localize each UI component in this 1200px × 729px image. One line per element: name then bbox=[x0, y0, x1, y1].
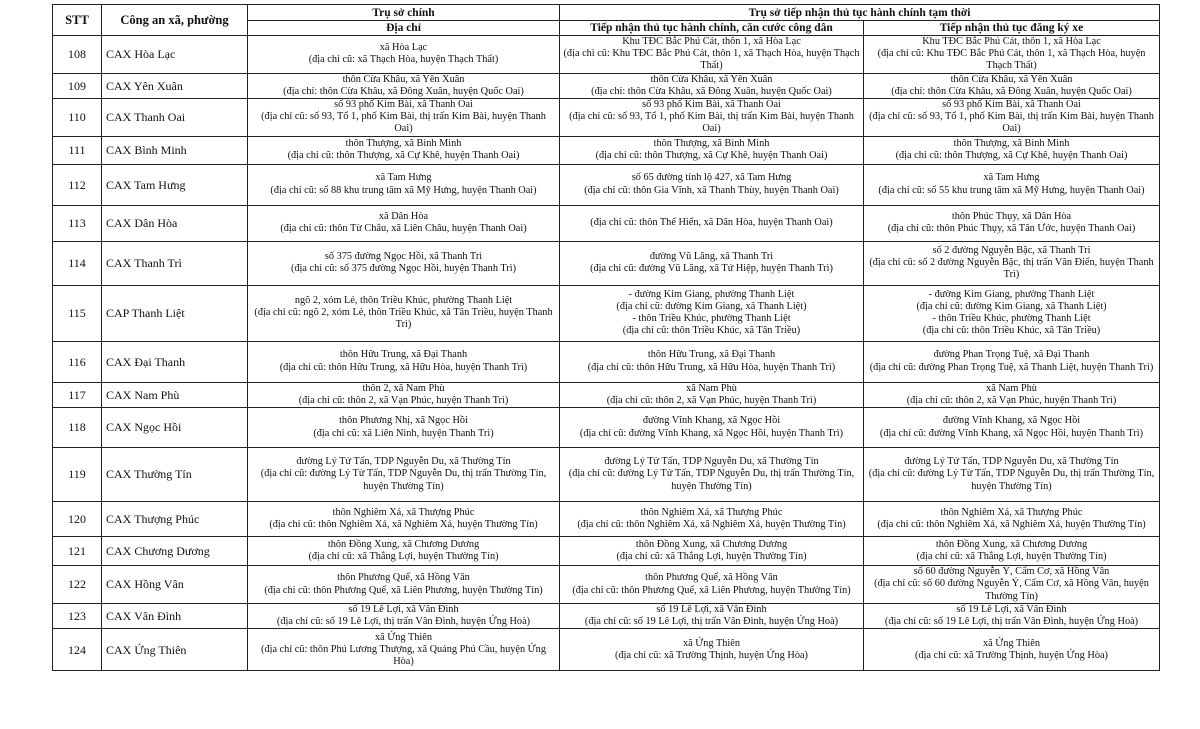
vehicle-line: (địa chỉ cũ: thôn Nghiêm Xá, xã Nghiêm Xá, huyện Thường Tín) bbox=[877, 519, 1146, 531]
row-addr-cell bbox=[248, 408, 560, 448]
vehicle-line: (địa chỉ cũ: số 19 Lê Lợi, thị trấn Vân Đình, huyện Ứng Hoà) bbox=[884, 616, 1139, 628]
row-ward-name: CAX Ngọc Hồi bbox=[102, 408, 248, 448]
vehicle-line: đường Phan Trọng Tuệ, xã Đại Thanh bbox=[933, 349, 1090, 361]
addr-line: số 19 Lê Lợi, xã Vân Đình bbox=[348, 604, 459, 616]
header-admin-proc: Tiếp nhận thủ tục hành chính, căn cước công dân bbox=[560, 21, 864, 36]
addr-line: xã Dân Hòa bbox=[378, 210, 429, 222]
addr-line: (địa chỉ cũ: xã Liên Ninh, huyện Thanh Trì) bbox=[313, 427, 494, 439]
row-stt: 116 bbox=[53, 341, 102, 382]
row-addr-cell bbox=[248, 164, 560, 205]
table-row bbox=[53, 448, 1160, 502]
row-admin-cell bbox=[560, 99, 864, 137]
row-stt: 118 bbox=[53, 408, 102, 448]
row-addr-cell bbox=[248, 448, 560, 502]
row-stt: 121 bbox=[53, 537, 102, 566]
row-stt: 109 bbox=[53, 73, 102, 98]
addr-line: xã Ứng Thiên bbox=[375, 631, 432, 643]
vehicle-line: (địa chỉ cũ: số 93, Tổ 1, phố Kim Bài, thị trấn Kim Bài, huyện Thanh Oai) bbox=[869, 111, 1154, 135]
row-addr-cell bbox=[248, 341, 560, 382]
addr-line: (địa chỉ cũ: thôn Hữu Trung, xã Hữu Hòa, huyện Thanh Trì) bbox=[279, 361, 528, 373]
addr-line: thôn Đồng Xung, xã Chương Dương bbox=[327, 538, 480, 550]
admin-line: số 65 đường tỉnh lộ 427, xã Tam Hưng bbox=[631, 172, 792, 184]
row-addr-cell bbox=[248, 604, 560, 629]
admin-line: thôn Thượng, xã Bình Minh bbox=[653, 137, 770, 149]
addr-line: xã Tam Hưng bbox=[375, 172, 432, 184]
row-stt: 108 bbox=[53, 36, 102, 74]
vehicle-line: (địa chỉ cũ: xã Trường Thịnh, huyện Ứng Hòa) bbox=[915, 649, 1108, 661]
addr-line: thôn Nghiêm Xá, xã Thượng Phúc bbox=[332, 506, 475, 518]
row-stt: 122 bbox=[53, 566, 102, 604]
row-addr-cell bbox=[248, 241, 560, 285]
vehicle-line: số 19 Lê Lợi, xã Vân Đình bbox=[956, 604, 1067, 616]
row-admin-cell bbox=[560, 537, 864, 566]
row-vehicle-cell bbox=[864, 99, 1160, 137]
admin-line: Khu TĐC Bắc Phú Cát, thôn 1, xã Hòa Lạc bbox=[622, 36, 801, 47]
admin-line: (địa chỉ cũ: đường Vũ Lăng, xã Tứ Hiệp, huyện Thanh Trì) bbox=[590, 263, 833, 275]
vehicle-line: - thôn Triều Khúc, phường Thanh Liệt bbox=[932, 313, 1091, 325]
addr-line: ngõ 2, xóm Lẻ, thôn Triều Khúc, phường Thanh Liệt bbox=[294, 294, 513, 306]
row-ward-name: CAX Tam Hưng bbox=[102, 164, 248, 205]
row-vehicle-cell bbox=[864, 341, 1160, 382]
vehicle-line: (địa chỉ cũ: đường Kim Giang, xã Thanh Liệt) bbox=[916, 300, 1107, 312]
row-admin-cell bbox=[560, 241, 864, 285]
admin-line: thôn Hữu Trung, xã Đại Thanh bbox=[647, 349, 776, 361]
row-stt: 114 bbox=[53, 241, 102, 285]
vehicle-line: (địa chỉ cũ: đường Lý Tử Tấn, TDP Nguyễn Du, thị trấn Thường Tín, huyện Thường Tín) bbox=[868, 468, 1155, 492]
vehicle-line: xã Ứng Thiên bbox=[983, 637, 1040, 649]
addr-line: đường Lý Tử Tấn, TDP Nguyễn Du, xã Thường Tín bbox=[296, 456, 511, 468]
row-vehicle-cell bbox=[864, 537, 1160, 566]
row-admin-cell bbox=[560, 566, 864, 604]
vehicle-line: số 60 đường Nguyễn Ý, Cẩm Cơ, xã Hồng Vân bbox=[913, 566, 1110, 578]
admin-line: (địa chỉ cũ: xã Thắng Lợi, huyện Thường Tín) bbox=[616, 551, 807, 563]
row-stt: 124 bbox=[53, 629, 102, 671]
row-addr-cell bbox=[248, 205, 560, 241]
vehicle-line: xã Nam Phù bbox=[986, 382, 1037, 394]
header-temp-office: Trụ sở tiếp nhận thủ tục hành chính tạm thời bbox=[560, 5, 1160, 21]
row-stt: 123 bbox=[53, 604, 102, 629]
row-vehicle-cell bbox=[864, 241, 1160, 285]
addr-line: (địa chỉ cũ: đường Lý Tử Tấn, TDP Nguyễn Du, thị trấn Thường Tín, huyện Thường Tín) bbox=[260, 468, 547, 492]
admin-line: (địa chỉ cũ: thôn Gia Vĩnh, xã Thanh Thùy, huyện Thanh Oai) bbox=[584, 184, 839, 196]
addr-line: (địa chỉ cũ: số 19 Lê Lợi, thị trấn Vân Đình, huyện Ứng Hoà) bbox=[276, 616, 531, 628]
row-stt: 117 bbox=[53, 382, 102, 407]
row-ward-name: CAX Yên Xuân bbox=[102, 73, 248, 98]
row-addr-cell bbox=[248, 73, 560, 98]
row-ward-name: CAX Ứng Thiên bbox=[102, 629, 248, 671]
vehicle-line: xã Tam Hưng bbox=[983, 172, 1040, 184]
row-vehicle-cell bbox=[864, 629, 1160, 671]
row-addr-cell bbox=[248, 382, 560, 407]
row-admin-cell bbox=[560, 502, 864, 537]
addr-line: (địa chỉ cũ: thôn Thượng, xã Cự Khê, huyện Thanh Oai) bbox=[287, 150, 520, 162]
row-vehicle-cell bbox=[864, 408, 1160, 448]
row-addr-cell bbox=[248, 502, 560, 537]
vehicle-line: - đường Kim Giang, phường Thanh Liệt bbox=[928, 288, 1095, 300]
addr-line: (địa chỉ cũ: thôn Từ Châu, xã Liên Châu, huyện Thanh Oai) bbox=[280, 223, 527, 235]
admin-line: - thôn Triều Khúc, phường Thanh Liệt bbox=[632, 313, 791, 325]
row-ward-name: CAX Bình Minh bbox=[102, 136, 248, 164]
row-ward-name: CAX Thượng Phúc bbox=[102, 502, 248, 537]
row-stt: 113 bbox=[53, 205, 102, 241]
admin-line: (địa chỉ: thôn Cừa Khâu, xã Đông Xuân, huyện Quốc Oai) bbox=[591, 85, 832, 97]
table-row bbox=[53, 285, 1160, 341]
vehicle-line: thôn Nghiêm Xá, xã Thượng Phúc bbox=[940, 506, 1083, 518]
table-row bbox=[53, 566, 1160, 604]
row-stt: 119 bbox=[53, 448, 102, 502]
admin-line: đường Vũ Lăng, xã Thanh Trì bbox=[649, 250, 774, 262]
admin-line: (địa chỉ cũ: số 19 Lê Lợi, thị trấn Vân Đình, huyện Ứng Hoà) bbox=[584, 616, 839, 628]
row-addr-cell bbox=[248, 629, 560, 671]
row-admin-cell bbox=[560, 382, 864, 407]
table-row bbox=[53, 99, 1160, 137]
admin-line: (địa chỉ cũ: thôn Phương Quế, xã Liên Phương, huyện Thường Tín) bbox=[572, 584, 851, 596]
vehicle-line: thôn Thượng, xã Bình Minh bbox=[953, 137, 1070, 149]
row-ward-name: CAX Đại Thanh bbox=[102, 341, 248, 382]
row-addr-cell bbox=[248, 36, 560, 74]
row-ward-name: CAX Chương Dương bbox=[102, 537, 248, 566]
addr-line: thôn Phương Nhị, xã Ngọc Hồi bbox=[339, 415, 468, 427]
vehicle-line: (địa chỉ cũ: thôn Triều Khúc, xã Tân Triều) bbox=[922, 325, 1101, 337]
row-vehicle-cell bbox=[864, 136, 1160, 164]
addr-line: thôn 2, xã Nam Phù bbox=[362, 382, 445, 394]
vehicle-line: (địa chỉ cũ: số 2 đường Nguyễn Bặc, thị trấn Văn Điển, huyện Thanh Trì) bbox=[869, 257, 1154, 281]
table-row bbox=[53, 136, 1160, 164]
vehicle-line: thôn Cừa Khâu, xã Yên Xuân bbox=[950, 73, 1073, 85]
row-vehicle-cell bbox=[864, 73, 1160, 98]
table-row bbox=[53, 164, 1160, 205]
row-vehicle-cell bbox=[864, 502, 1160, 537]
admin-line: (địa chỉ cũ: thôn 2, xã Vạn Phúc, huyện Thanh Trì) bbox=[606, 394, 817, 406]
header-main-office: Trụ sở chính bbox=[248, 5, 560, 21]
row-vehicle-cell bbox=[864, 604, 1160, 629]
row-vehicle-cell bbox=[864, 164, 1160, 205]
table-row bbox=[53, 408, 1160, 448]
admin-line: thôn Đồng Xung, xã Chương Dương bbox=[635, 538, 788, 550]
header-address: Địa chỉ bbox=[248, 21, 560, 36]
row-stt: 115 bbox=[53, 285, 102, 341]
row-ward-name: CAP Thanh Liệt bbox=[102, 285, 248, 341]
row-addr-cell bbox=[248, 99, 560, 137]
header-stt: STT bbox=[53, 5, 102, 36]
vehicle-line: (địa chỉ cũ: Khu TĐC Bắc Phú Cát, thôn 1, xã Thạch Hòa, huyện Thạch Thất) bbox=[877, 48, 1146, 72]
admin-line: thôn Cừa Khâu, xã Yên Xuân bbox=[650, 73, 773, 85]
addr-line: thôn Hữu Trung, xã Đại Thanh bbox=[339, 349, 468, 361]
admin-line: (địa chỉ cũ: đường Lý Tử Tấn, TDP Nguyễn Du, thị trấn Thường Tín, huyện Thường Tín) bbox=[568, 468, 855, 492]
vehicle-line: (địa chỉ cũ: xã Thắng Lợi, huyện Thường Tín) bbox=[916, 551, 1107, 563]
vehicle-line: (địa chỉ cũ: thôn Phúc Thụy, xã Tân Ước, huyện Thanh Oai) bbox=[887, 223, 1136, 235]
row-stt: 112 bbox=[53, 164, 102, 205]
vehicle-line: (địa chỉ cũ: đường Vĩnh Khang, xã Ngọc Hồi, huyện Thanh Trì) bbox=[879, 427, 1144, 439]
row-ward-name: CAX Dân Hòa bbox=[102, 205, 248, 241]
row-ward-name: CAX Hòa Lạc bbox=[102, 36, 248, 74]
admin-line: (địa chỉ cũ: đường Kim Giang, xã Thanh Liệt) bbox=[616, 300, 807, 312]
addr-line: (địa chỉ cũ: xã Thạch Hòa, huyện Thạch Thất) bbox=[308, 54, 499, 66]
vehicle-line: (địa chỉ cũ: thôn 2, xã Vạn Phúc, huyện Thanh Trì) bbox=[906, 394, 1117, 406]
row-stt: 111 bbox=[53, 136, 102, 164]
row-vehicle-cell bbox=[864, 285, 1160, 341]
admin-line: số 19 Lê Lợi, xã Vân Đình bbox=[656, 604, 767, 616]
table-row bbox=[53, 502, 1160, 537]
table-row bbox=[53, 241, 1160, 285]
vehicle-line: thôn Đồng Xung, xã Chương Dương bbox=[935, 538, 1088, 550]
table-row bbox=[53, 382, 1160, 407]
addr-line: số 375 đường Ngọc Hồi, xã Thanh Trì bbox=[324, 250, 483, 262]
vehicle-line: số 2 đường Nguyễn Bặc, xã Thanh Trì bbox=[932, 244, 1091, 256]
addr-line: thôn Cừa Khâu, xã Yên Xuân bbox=[342, 73, 465, 85]
admin-line: xã Nam Phù bbox=[686, 382, 737, 394]
row-ward-name: CAX Thanh Oai bbox=[102, 99, 248, 137]
row-admin-cell bbox=[560, 164, 864, 205]
row-admin-cell bbox=[560, 604, 864, 629]
admin-line: đường Vĩnh Khang, xã Ngọc Hồi bbox=[642, 415, 781, 427]
row-admin-cell bbox=[560, 73, 864, 98]
table-row bbox=[53, 629, 1160, 671]
vehicle-line: Khu TĐC Bắc Phú Cát, thôn 1, xã Hòa Lạc bbox=[922, 36, 1101, 47]
addr-line: (địa chỉ cũ: số 88 khu trung tâm xã Mỹ Hưng, huyện Thanh Oai) bbox=[270, 184, 537, 196]
row-ward-name: CAX Vân Đình bbox=[102, 604, 248, 629]
admin-line: (địa chỉ cũ: số 93, Tổ 1, phố Kim Bài, thị trấn Kim Bài, huyện Thanh Oai) bbox=[569, 111, 854, 135]
addr-line: thôn Thượng, xã Bình Minh bbox=[345, 137, 462, 149]
vehicle-line: thôn Phúc Thụy, xã Dân Hòa bbox=[951, 210, 1072, 222]
row-admin-cell bbox=[560, 36, 864, 74]
row-admin-cell bbox=[560, 205, 864, 241]
row-admin-cell bbox=[560, 136, 864, 164]
row-addr-cell bbox=[248, 566, 560, 604]
admin-line: số 93 phố Kim Bài, xã Thanh Oai bbox=[642, 99, 781, 111]
vehicle-line: (địa chỉ cũ: thôn Thượng, xã Cự Khê, huyện Thanh Oai) bbox=[895, 150, 1128, 162]
vehicle-line: (địa chỉ cũ: số 60 đường Nguyễn Ý, Cẩm Cơ, xã Hồng Vân, huyện Thường Tín) bbox=[874, 578, 1149, 602]
admin-line: thôn Phương Quế, xã Hồng Vân bbox=[645, 572, 778, 584]
admin-line: - đường Kim Giang, phường Thanh Liệt bbox=[628, 288, 795, 300]
header-ward: Công an xã, phường bbox=[102, 5, 248, 36]
row-vehicle-cell bbox=[864, 448, 1160, 502]
vehicle-line: (địa chỉ cũ: số 55 khu trung tâm xã Mỹ Hưng, huyện Thanh Oai) bbox=[878, 184, 1145, 196]
admin-line: (địa chỉ cũ: thôn Thế Hiển, xã Dân Hòa, huyện Thanh Oai) bbox=[590, 217, 833, 229]
admin-line: (địa chỉ cũ: đường Vĩnh Khang, xã Ngọc Hồi, huyện Thanh Trì) bbox=[579, 427, 844, 439]
admin-line: (địa chỉ cũ: thôn Triều Khúc, xã Tân Triều) bbox=[622, 325, 801, 337]
addr-line: (địa chỉ cũ: ngõ 2, xóm Lẻ, thôn Triều Khúc, xã Tân Triều, huyện Thanh Trì) bbox=[254, 307, 553, 331]
admin-line: xã Ứng Thiên bbox=[683, 637, 740, 649]
admin-line: (địa chỉ cũ: thôn Nghiêm Xá, xã Nghiêm Xá, huyện Thường Tín) bbox=[577, 519, 846, 531]
row-ward-name: CAX Thường Tín bbox=[102, 448, 248, 502]
admin-line: thôn Nghiêm Xá, xã Thượng Phúc bbox=[640, 506, 783, 518]
addr-line: (địa chỉ cũ: số 375 đường Ngọc Hồi, huyện Thanh Trì) bbox=[290, 263, 517, 275]
row-ward-name: CAX Thanh Trì bbox=[102, 241, 248, 285]
admin-line: (địa chỉ cũ: thôn Thượng, xã Cự Khê, huyện Thanh Oai) bbox=[595, 150, 828, 162]
row-admin-cell bbox=[560, 629, 864, 671]
addr-line: (địa chỉ cũ: thôn 2, xã Vạn Phúc, huyện Thanh Trì) bbox=[298, 394, 509, 406]
admin-line: đường Lý Tử Tấn, TDP Nguyễn Du, xã Thường Tín bbox=[604, 456, 819, 468]
header-vehicle-reg: Tiếp nhận thủ tục đăng ký xe bbox=[864, 21, 1160, 36]
admin-line: (địa chỉ cũ: thôn Hữu Trung, xã Hữu Hòa, huyện Thanh Trì) bbox=[587, 361, 836, 373]
table-row bbox=[53, 604, 1160, 629]
table-row bbox=[53, 341, 1160, 382]
row-stt: 120 bbox=[53, 502, 102, 537]
admin-line: (địa chỉ cũ: Khu TĐC Bắc Phú Cát, thôn 1, xã Thạch Hòa, huyện Thạch Thất) bbox=[563, 48, 860, 72]
row-admin-cell bbox=[560, 285, 864, 341]
police-office-table bbox=[52, 4, 1160, 671]
row-admin-cell bbox=[560, 408, 864, 448]
row-addr-cell bbox=[248, 537, 560, 566]
addr-line: (địa chỉ cũ: xã Thắng Lợi, huyện Thường Tín) bbox=[308, 551, 499, 563]
row-addr-cell bbox=[248, 285, 560, 341]
row-vehicle-cell bbox=[864, 566, 1160, 604]
row-admin-cell bbox=[560, 341, 864, 382]
addr-line: số 93 phố Kim Bài, xã Thanh Oai bbox=[334, 99, 473, 111]
addr-line: thôn Phương Quế, xã Hồng Vân bbox=[337, 572, 470, 584]
table-row bbox=[53, 36, 1160, 74]
vehicle-line: số 93 phố Kim Bài, xã Thanh Oai bbox=[942, 99, 1081, 111]
vehicle-line: (địa chỉ cũ: đường Phan Trọng Tuệ, xã Thanh Liệt, huyện Thanh Trì) bbox=[869, 361, 1154, 373]
table-row bbox=[53, 537, 1160, 566]
addr-line: xã Hòa Lạc bbox=[379, 42, 428, 54]
row-stt: 110 bbox=[53, 99, 102, 137]
vehicle-line: (địa chỉ: thôn Cừa Khâu, xã Đông Xuân, huyện Quốc Oai) bbox=[891, 85, 1132, 97]
vehicle-line: đường Lý Tử Tấn, TDP Nguyễn Du, xã Thường Tín bbox=[904, 456, 1119, 468]
vehicle-line: đường Vĩnh Khang, xã Ngọc Hồi bbox=[942, 415, 1081, 427]
row-vehicle-cell bbox=[864, 205, 1160, 241]
row-vehicle-cell bbox=[864, 382, 1160, 407]
row-admin-cell bbox=[560, 448, 864, 502]
row-ward-name: CAX Hồng Vân bbox=[102, 566, 248, 604]
addr-line: (địa chỉ cũ: thôn Phú Lương Thượng, xã Quảng Phú Cầu, huyện Ứng Hòa) bbox=[261, 643, 546, 668]
addr-line: (địa chỉ cũ: thôn Phương Quế, xã Liên Phương, huyện Thường Tín) bbox=[264, 584, 543, 596]
addr-line: (địa chỉ cũ: số 93, Tổ 1, phố Kim Bài, thị trấn Kim Bài, huyện Thanh Oai) bbox=[261, 111, 546, 135]
addr-line: (địa chỉ cũ: thôn Nghiêm Xá, xã Nghiêm Xá, huyện Thường Tín) bbox=[269, 519, 538, 531]
table-row bbox=[53, 73, 1160, 98]
admin-line: (địa chỉ cũ: xã Trường Thịnh, huyện Ứng Hòa) bbox=[615, 649, 808, 661]
table-row bbox=[53, 205, 1160, 241]
row-vehicle-cell bbox=[864, 36, 1160, 74]
addr-line: (địa chỉ: thôn Cừa Khâu, xã Đông Xuân, huyện Quốc Oai) bbox=[283, 85, 524, 97]
row-addr-cell bbox=[248, 136, 560, 164]
row-ward-name: CAX Nam Phù bbox=[102, 382, 248, 407]
